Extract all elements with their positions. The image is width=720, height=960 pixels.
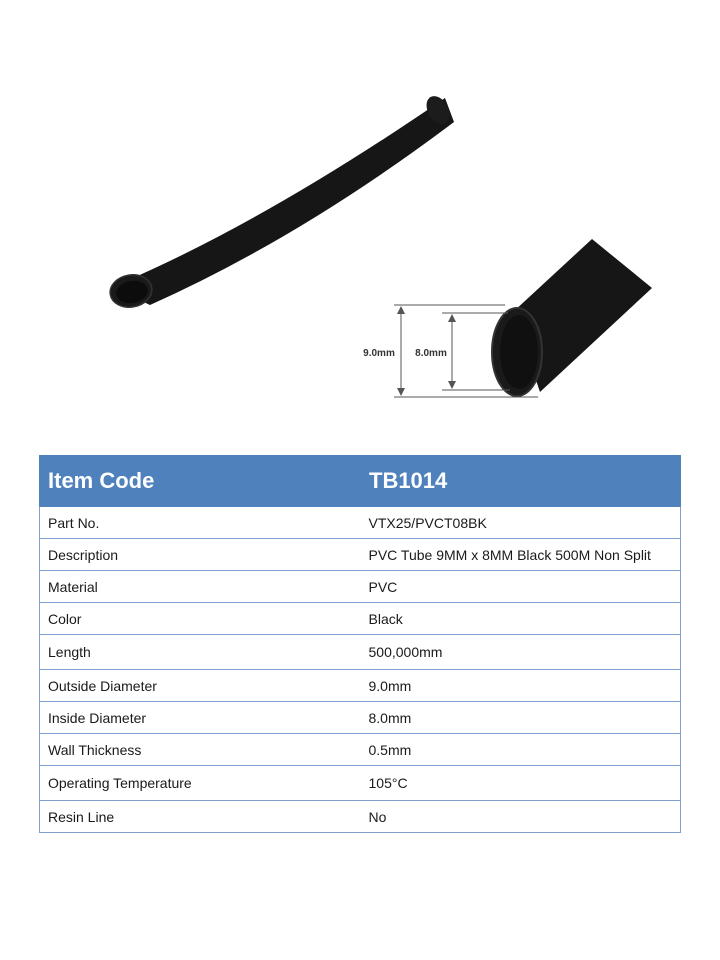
- spec-label: Length: [40, 635, 361, 670]
- spec-label: Operating Temperature: [40, 766, 361, 801]
- spec-value: 9.0mm: [361, 670, 681, 702]
- spec-rows: [40, 507, 681, 833]
- table-row: [40, 507, 681, 539]
- table-header-row: [40, 455, 681, 507]
- spec-value: Black: [361, 603, 681, 635]
- spec-label: Inside Diameter: [40, 702, 361, 734]
- spec-label: Material: [40, 571, 361, 603]
- table-row: [40, 702, 681, 734]
- spec-label: Resin Line: [40, 801, 361, 833]
- item-code-value: TB1014: [361, 455, 681, 507]
- spec-table: [39, 455, 681, 833]
- spec-value: VTX25/PVCT08BK: [361, 507, 681, 539]
- spec-value: No: [361, 801, 681, 833]
- spec-value: 105°C: [361, 766, 681, 801]
- spec-value: 8.0mm: [361, 702, 681, 734]
- spec-value: PVC Tube 9MM x 8MM Black 500M Non Split: [361, 539, 681, 571]
- spec-label: Part No.: [40, 507, 361, 539]
- table-row: [40, 539, 681, 571]
- table-row: [40, 734, 681, 766]
- tube-cross-section-image: [492, 239, 652, 396]
- outer-dimension-label: 9.0mm: [363, 348, 395, 359]
- item-code-label: Item Code: [40, 455, 361, 507]
- spec-value: 500,000mm: [361, 635, 681, 670]
- spec-label: Color: [40, 603, 361, 635]
- spec-value: PVC: [361, 571, 681, 603]
- spec-label: Outside Diameter: [40, 670, 361, 702]
- table-row: [40, 603, 681, 635]
- product-illustration: [0, 0, 720, 440]
- table-row: [40, 571, 681, 603]
- table-row: [40, 766, 681, 801]
- curved-tube-image: [108, 92, 455, 310]
- inner-dimension-label: 8.0mm: [415, 348, 447, 359]
- table-row: [40, 635, 681, 670]
- spec-value: 0.5mm: [361, 734, 681, 766]
- table-row: [40, 801, 681, 833]
- spec-label: Wall Thickness: [40, 734, 361, 766]
- table-row: [40, 670, 681, 702]
- spec-label: Description: [40, 539, 361, 571]
